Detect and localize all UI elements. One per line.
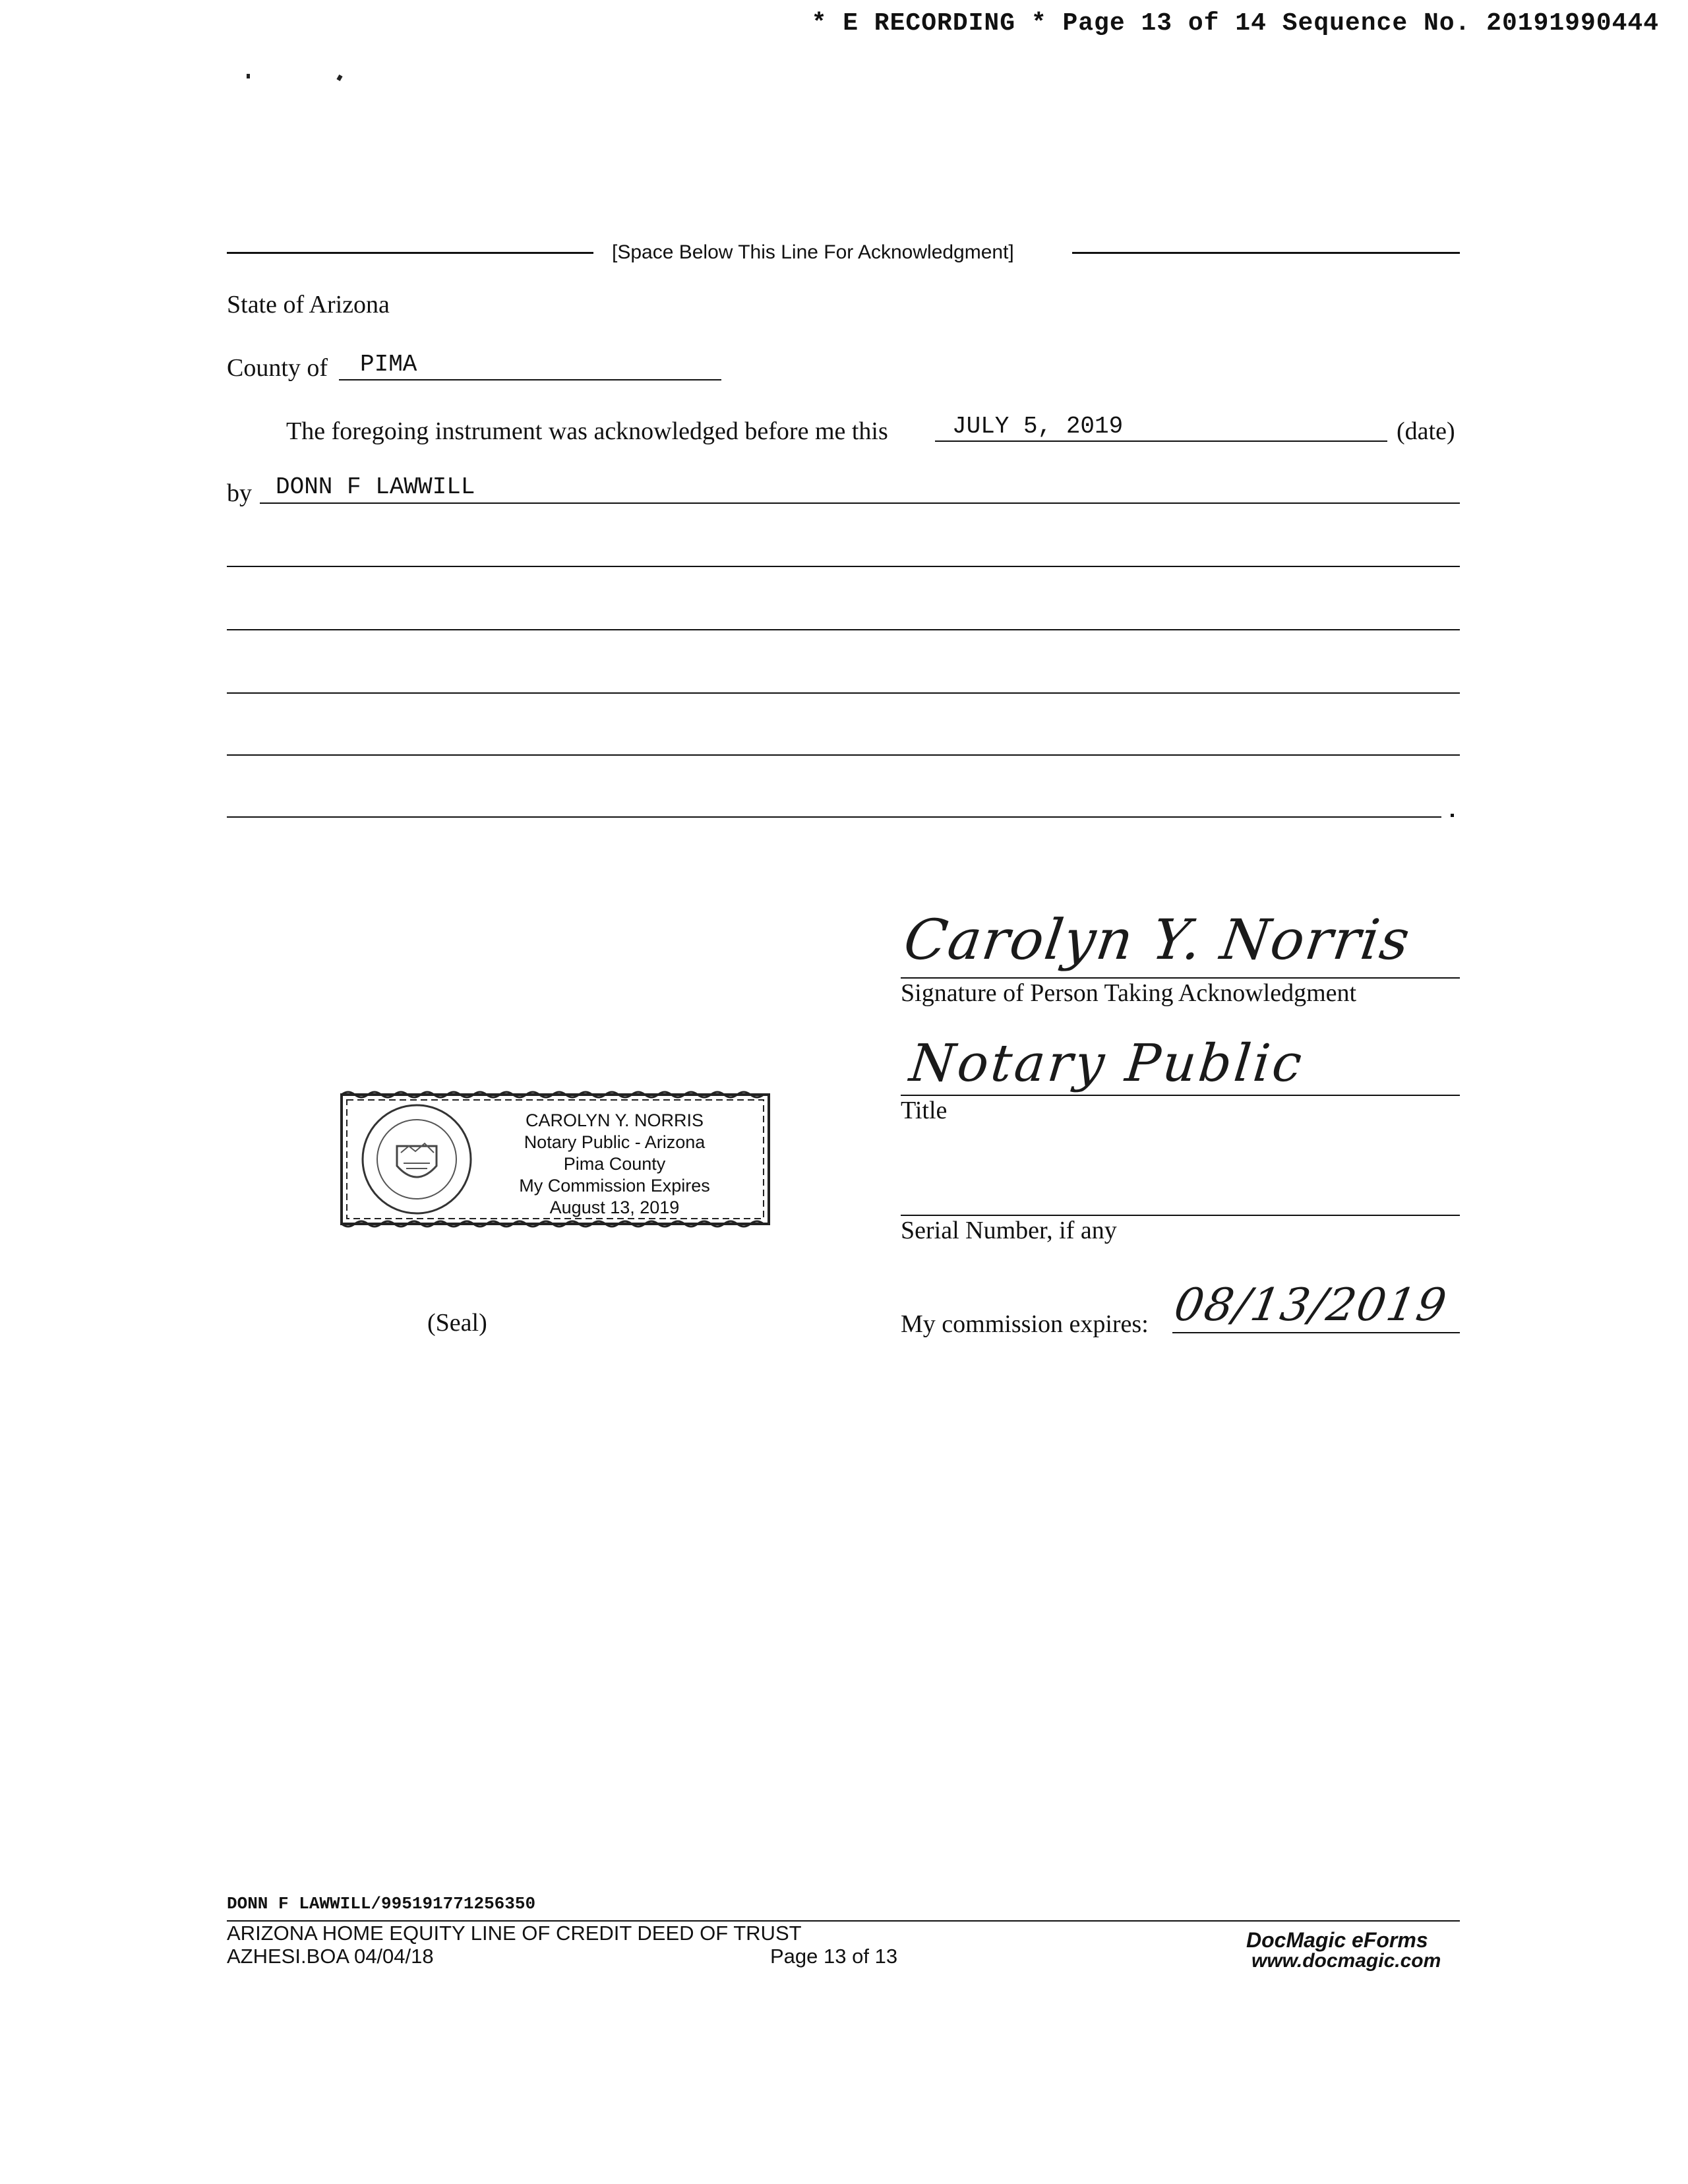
by-label: by	[227, 479, 252, 507]
foregoing-text: The foregoing instrument was acknowledged before me this	[286, 417, 888, 445]
recording-header: * E RECORDING * Page 13 of 14 Sequence No. 20191990444	[811, 9, 1659, 38]
stamp-line4: My Commission Expires	[519, 1176, 710, 1196]
blank-line	[227, 754, 1460, 756]
title-label: Title	[901, 1097, 948, 1124]
blank-line	[227, 566, 1460, 567]
date-value: JULY 5, 2019	[952, 413, 1124, 440]
stamp-name: CAROLYN Y. NORRIS	[525, 1110, 704, 1130]
scan-mark	[336, 75, 342, 81]
seal-label: (Seal)	[427, 1309, 487, 1337]
period-mark	[1451, 814, 1454, 817]
stamp-line5: August 13, 2019	[549, 1198, 680, 1217]
commission-underline	[1172, 1332, 1460, 1333]
date-underline	[935, 440, 1387, 442]
footer-page-number: Page 13 of 13	[770, 1945, 898, 1968]
state-line: State of Arizona	[227, 291, 390, 318]
footer-document-title: ARIZONA HOME EQUITY LINE OF CREDIT DEED OF TRUST	[227, 1922, 802, 1945]
county-label: County of	[227, 354, 328, 382]
acknowledgment-caption: [Space Below This Line For Acknowledgment]	[612, 241, 1014, 263]
notary-signature: Carolyn Y. Norris	[900, 907, 1415, 972]
stamp-line2: Notary Public - Arizona	[524, 1132, 706, 1152]
notary-seal-stamp	[338, 1089, 773, 1229]
commission-label: My commission expires:	[901, 1310, 1149, 1338]
blank-line	[227, 629, 1460, 630]
title-handwritten: Notary Public	[907, 1034, 1308, 1093]
stamp-line3: Pima County	[563, 1154, 666, 1174]
footer-url: www.docmagic.com	[1251, 1950, 1441, 1972]
serial-label: Serial Number, if any	[901, 1217, 1117, 1244]
county-underline	[339, 379, 721, 380]
by-underline	[260, 502, 1460, 504]
footer-brand: DocMagic eForms	[1246, 1928, 1428, 1952]
by-value: DONN F LAWWILL	[276, 473, 475, 501]
scan-mark	[247, 74, 250, 78]
blank-line	[227, 816, 1441, 818]
divider-right	[1072, 252, 1460, 254]
divider-left	[227, 252, 593, 254]
county-value: PIMA	[360, 351, 417, 378]
blank-line	[227, 692, 1460, 694]
signature-label: Signature of Person Taking Acknowledgment	[901, 979, 1357, 1007]
date-suffix: (date)	[1397, 417, 1455, 445]
footer-form-code: AZHESI.BOA 04/04/18	[227, 1945, 434, 1968]
footer-borrower-loan: DONN F LAWWILL/995191771256350	[227, 1894, 536, 1914]
commission-handwritten: 08/13/2019	[1170, 1279, 1451, 1331]
title-underline	[901, 1095, 1460, 1096]
